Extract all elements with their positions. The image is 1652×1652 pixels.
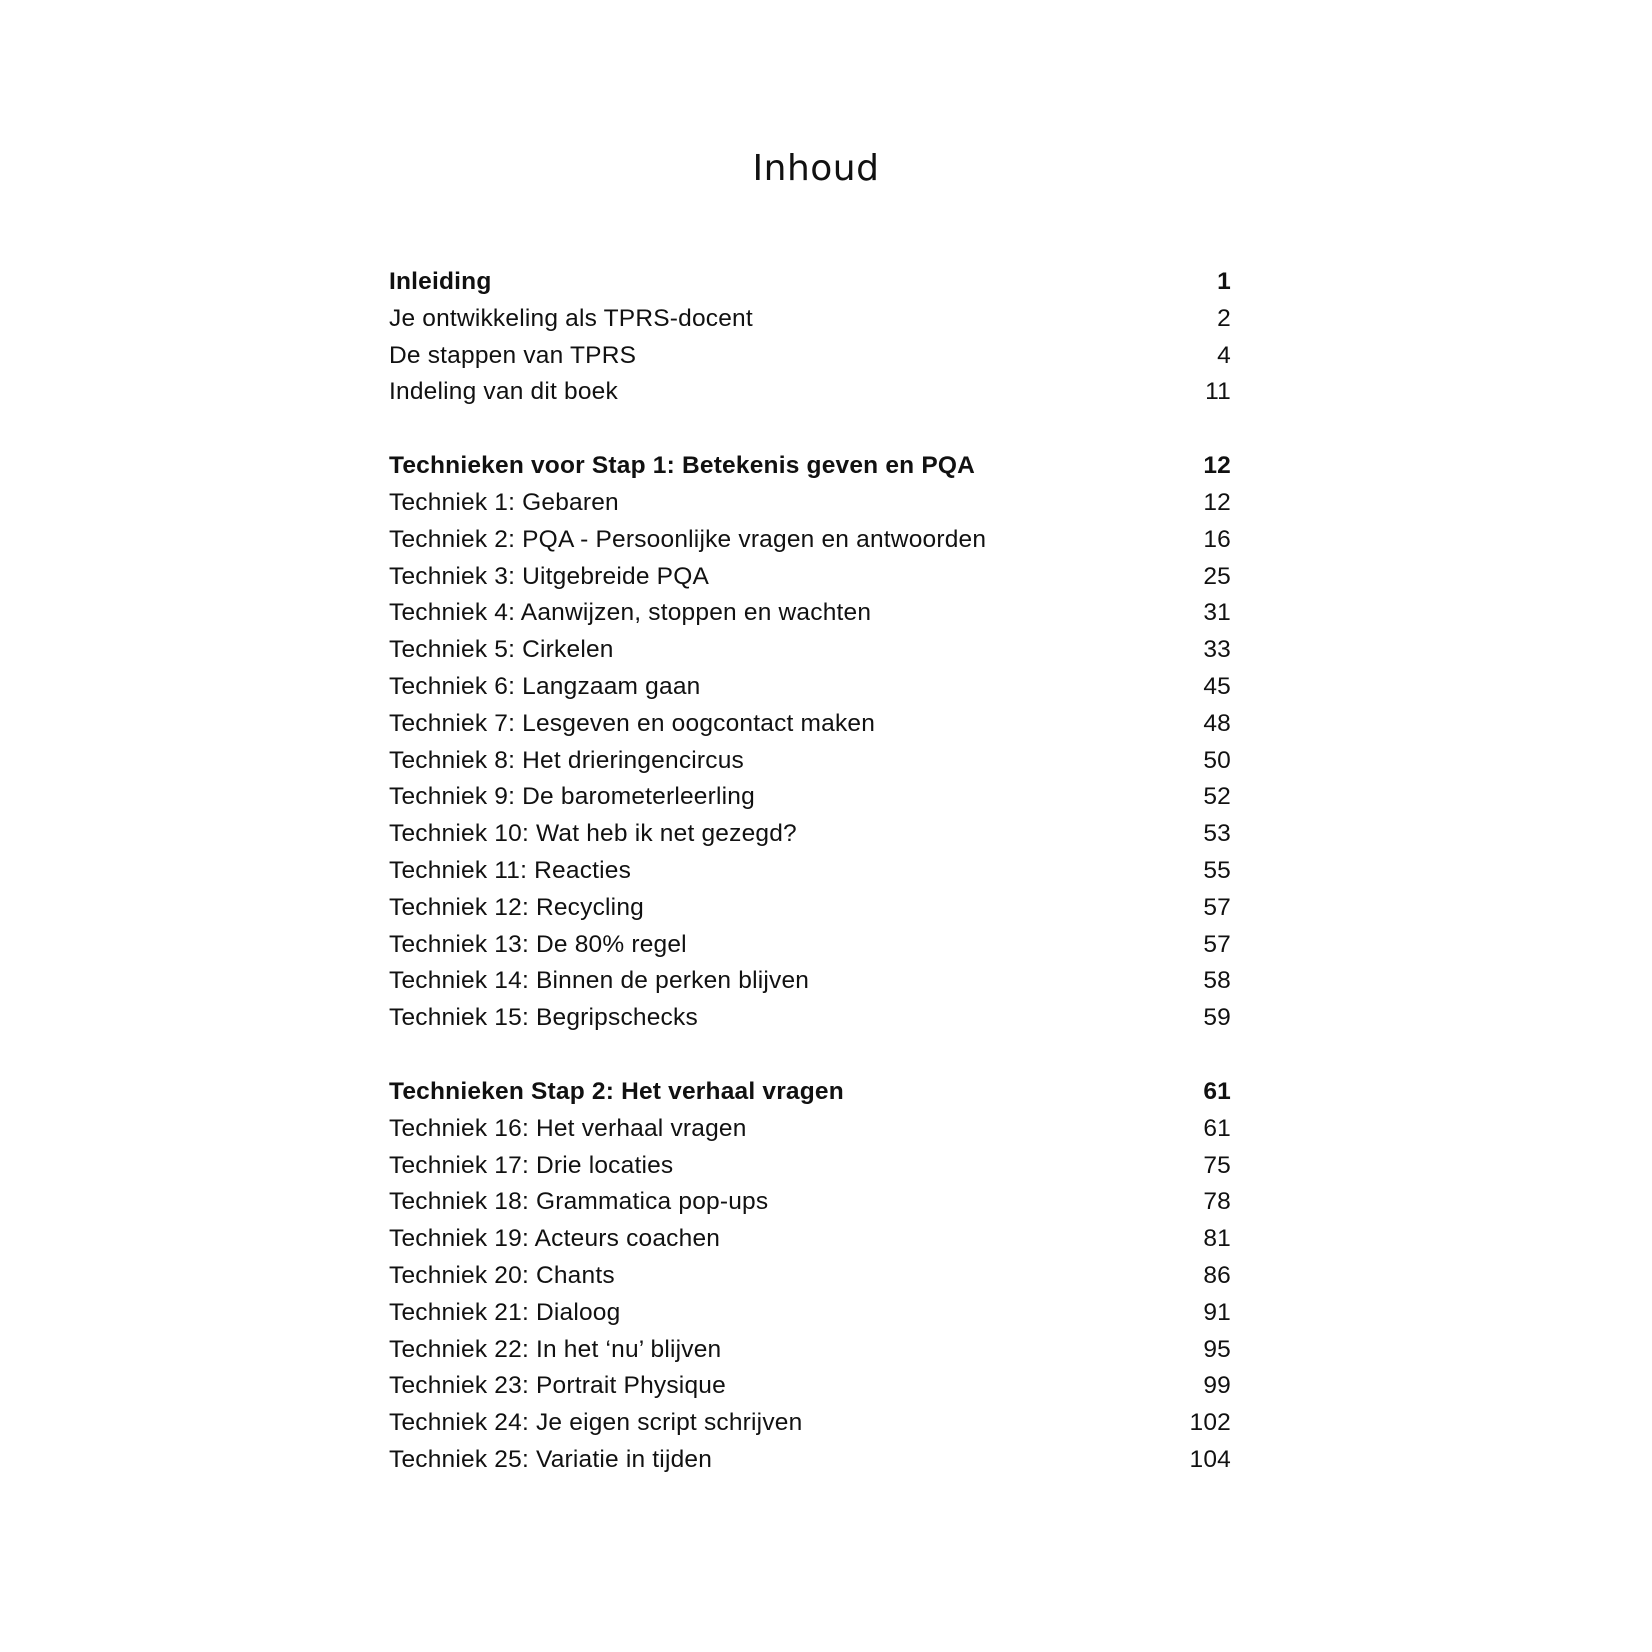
section-heading-page-number: 12 bbox=[1203, 452, 1231, 480]
toc-entry bbox=[389, 669, 1231, 706]
section-heading-label: Inleiding bbox=[389, 268, 492, 295]
table-of-contents bbox=[389, 264, 1231, 1516]
entry-page-number: 78 bbox=[1203, 1188, 1231, 1216]
toc-entry bbox=[389, 1295, 1231, 1332]
entry-label: Techniek 10: Wat heb ik net gezegd? bbox=[389, 820, 797, 848]
entry-label: Techniek 15: Begripschecks bbox=[389, 1004, 698, 1032]
toc-entry bbox=[389, 632, 1231, 669]
entry-label: Techniek 24: Je eigen script schrijven bbox=[389, 1409, 803, 1437]
entry-label: Techniek 5: Cirkelen bbox=[389, 636, 614, 664]
entry-label: Techniek 2: PQA - Persoonlijke vragen en antwoorden bbox=[389, 525, 987, 553]
entry-page-number: 53 bbox=[1203, 820, 1231, 848]
entry-label: Techniek 9: De barometerleerling bbox=[389, 783, 755, 811]
toc-entry bbox=[389, 595, 1231, 632]
toc-entry bbox=[389, 1000, 1231, 1037]
entry-label: Techniek 14: Binnen de perken blijven bbox=[389, 967, 810, 995]
entry-label: Techniek 3: Uitgebreide PQA bbox=[389, 562, 709, 590]
entry-page-number: 50 bbox=[1203, 746, 1231, 774]
toc-entry bbox=[389, 1184, 1231, 1221]
entry-page-number: 11 bbox=[1205, 378, 1231, 406]
entry-label: Techniek 18: Grammatica pop-ups bbox=[389, 1188, 769, 1216]
entry-label: Techniek 20: Chants bbox=[389, 1261, 615, 1289]
toc-entry bbox=[389, 1221, 1231, 1258]
toc-entry bbox=[389, 706, 1231, 743]
entry-page-number: 2 bbox=[1217, 304, 1231, 332]
entry-page-number: 55 bbox=[1203, 856, 1231, 884]
entry-label: Techniek 23: Portrait Physique bbox=[389, 1372, 726, 1400]
entry-page-number: 102 bbox=[1189, 1409, 1231, 1437]
toc-entry bbox=[389, 559, 1231, 596]
toc-entry bbox=[389, 853, 1231, 890]
entry-page-number: 25 bbox=[1203, 562, 1231, 590]
page-title: Inhoud bbox=[752, 148, 880, 189]
entry-label: Techniek 11: Reacties bbox=[389, 856, 632, 884]
entry-label: Techniek 22: In het ‘nu’ blijven bbox=[389, 1335, 722, 1363]
entry-label: Techniek 13: De 80% regel bbox=[389, 930, 687, 958]
entry-label: Techniek 25: Variatie in tijden bbox=[389, 1445, 713, 1473]
toc-entry bbox=[389, 1148, 1231, 1185]
toc-entry bbox=[389, 963, 1231, 1000]
entry-label: Techniek 4: Aanwijzen, stoppen en wachten bbox=[389, 599, 872, 627]
toc-entry bbox=[389, 927, 1231, 964]
entry-page-number: 91 bbox=[1203, 1298, 1231, 1326]
entry-page-number: 99 bbox=[1203, 1372, 1231, 1400]
entry-page-number: 95 bbox=[1203, 1335, 1231, 1363]
toc-entry bbox=[389, 779, 1231, 816]
entry-page-number: 31 bbox=[1203, 599, 1231, 627]
entry-page-number: 57 bbox=[1203, 930, 1231, 958]
toc-section bbox=[389, 1074, 1231, 1479]
entry-label: Techniek 6: Langzaam gaan bbox=[389, 672, 701, 700]
toc-section-heading bbox=[389, 264, 1231, 301]
entry-page-number: 61 bbox=[1203, 1114, 1231, 1142]
toc-entry bbox=[389, 1405, 1231, 1442]
entry-label: Je ontwikkeling als TPRS-docent bbox=[389, 304, 753, 332]
toc-section bbox=[389, 264, 1231, 411]
entry-page-number: 4 bbox=[1217, 341, 1231, 369]
entry-page-number: 59 bbox=[1203, 1004, 1231, 1032]
entry-page-number: 57 bbox=[1203, 893, 1231, 921]
entry-page-number: 33 bbox=[1203, 636, 1231, 664]
entry-page-number: 16 bbox=[1203, 525, 1231, 553]
section-heading-page-number: 61 bbox=[1203, 1077, 1231, 1105]
section-heading-label: Technieken Stap 2: Het verhaal vragen bbox=[389, 1077, 844, 1105]
entry-page-number: 104 bbox=[1189, 1445, 1231, 1473]
entry-label: Techniek 1: Gebaren bbox=[389, 488, 619, 516]
entry-label: Techniek 21: Dialoog bbox=[389, 1298, 621, 1326]
section-heading-page-number: 1 bbox=[1217, 268, 1231, 295]
toc-entry bbox=[389, 1442, 1231, 1479]
entry-page-number: 75 bbox=[1203, 1151, 1231, 1179]
toc-section-heading bbox=[389, 448, 1231, 485]
toc-entry bbox=[389, 338, 1231, 375]
toc-section-heading bbox=[389, 1074, 1231, 1111]
entry-label: Techniek 16: Het verhaal vragen bbox=[389, 1114, 747, 1142]
entry-label: De stappen van TPRS bbox=[389, 341, 637, 369]
section-heading-label: Technieken voor Stap 1: Betekenis geven en PQA bbox=[389, 452, 976, 480]
toc-entry bbox=[389, 1332, 1231, 1369]
entry-label: Techniek 7: Lesgeven en oogcontact maken bbox=[389, 709, 876, 737]
toc-entry bbox=[389, 374, 1231, 411]
entry-page-number: 48 bbox=[1203, 709, 1231, 737]
toc-entry bbox=[389, 1111, 1231, 1148]
entry-page-number: 58 bbox=[1203, 967, 1231, 995]
toc-entry bbox=[389, 743, 1231, 780]
entry-page-number: 45 bbox=[1203, 672, 1231, 700]
entry-label: Indeling van dit boek bbox=[389, 378, 618, 406]
entry-label: Techniek 8: Het drieringencircus bbox=[389, 746, 745, 774]
toc-entry bbox=[389, 522, 1231, 559]
toc-entry bbox=[389, 816, 1231, 853]
toc-entry bbox=[389, 1258, 1231, 1295]
entry-page-number: 52 bbox=[1203, 783, 1231, 811]
toc-entry bbox=[389, 301, 1231, 338]
toc-entry bbox=[389, 890, 1231, 927]
toc-entry bbox=[389, 485, 1231, 522]
entry-label: Techniek 12: Recycling bbox=[389, 893, 644, 921]
toc-section bbox=[389, 448, 1231, 1037]
entry-page-number: 86 bbox=[1203, 1261, 1231, 1289]
entry-page-number: 81 bbox=[1203, 1225, 1231, 1253]
entry-label: Techniek 19: Acteurs coachen bbox=[389, 1225, 721, 1253]
toc-entry bbox=[389, 1368, 1231, 1405]
entry-page-number: 12 bbox=[1203, 488, 1231, 516]
entry-label: Techniek 17: Drie locaties bbox=[389, 1151, 674, 1179]
